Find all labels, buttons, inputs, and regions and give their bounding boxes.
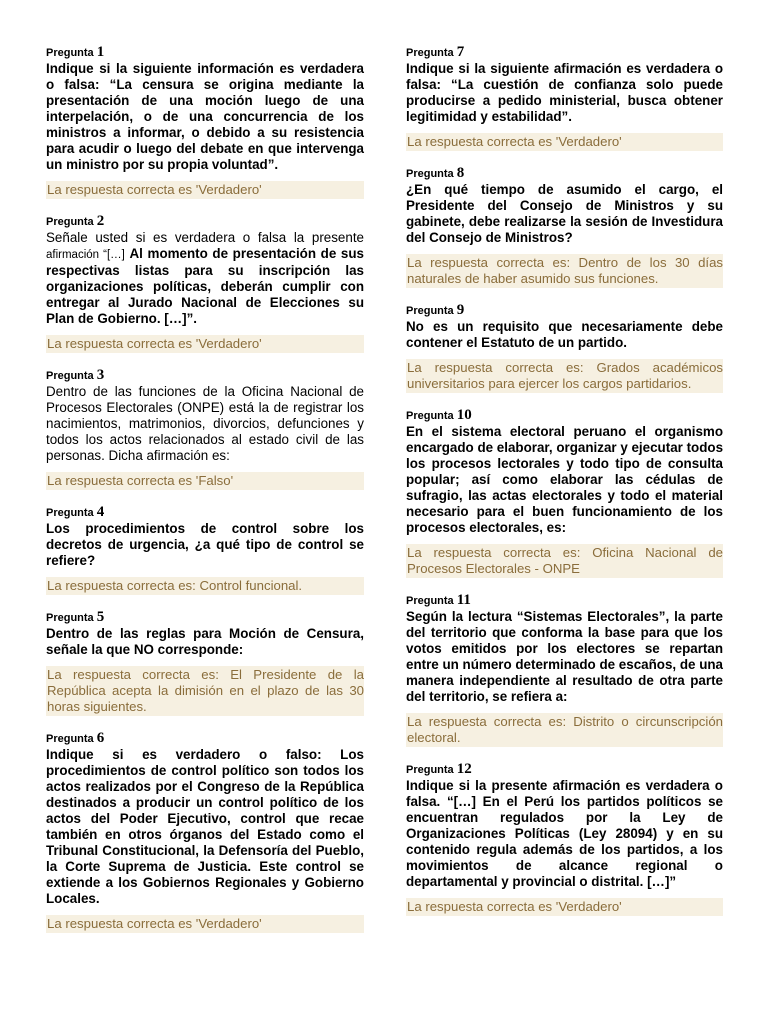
answer-feedback: La respuesta correcta es: Dentro de los 30 días naturales de haber asumido sus funciones. xyxy=(407,255,723,286)
question-2 xyxy=(46,213,364,353)
question-7 xyxy=(406,44,723,151)
question-3 xyxy=(46,367,364,490)
question-label: Pregunta xyxy=(46,507,94,519)
answer-feedback: La respuesta correcta es 'Verdadero' xyxy=(46,181,364,199)
answer-feedback: La respuesta correcta es: Grados académicos universitarios para ejercer los cargos partidarios. xyxy=(407,360,723,391)
question-label: Pregunta xyxy=(46,370,94,382)
answer-feedback: La respuesta correcta es: Distrito o circunscripción electoral. xyxy=(407,714,723,745)
answer-feedback: La respuesta correcta es: Control funcional. xyxy=(46,577,364,595)
question-number: 4 xyxy=(96,504,105,520)
question-label: Pregunta xyxy=(406,595,454,607)
question-header xyxy=(46,730,364,747)
answer-feedback: La respuesta correcta es 'Verdadero' xyxy=(406,898,723,916)
question-5 xyxy=(46,609,364,716)
question-8 xyxy=(406,165,723,288)
question-number: 5 xyxy=(96,609,105,625)
question-text: Según la lectura “Sistemas Electorales”, la parte del territorio que conforma la base para que los votos emitidos por los electores se repartan entre un número determinado de escaños, de una manera independiente al resultado de otra parte del territorio, se refiera a: xyxy=(406,609,723,704)
question-number: 8 xyxy=(456,165,465,181)
question-11 xyxy=(406,592,723,747)
question-text: En el sistema electoral peruano el organismo encargado de elaborar, organizar y ejecutar todos los procesos lectorales y todo tipo de consulta popular; así como elaborar las cédulas de sufragio, las actas electorales y todo el material necesario para el buen funcionamiento de los procesos electorales, es: xyxy=(406,424,724,535)
question-header xyxy=(46,44,364,61)
left-column xyxy=(46,44,364,947)
question-header xyxy=(406,302,723,319)
question-label: Pregunta xyxy=(46,216,94,228)
question-12 xyxy=(406,761,723,916)
question-text: Indique si la siguiente información es verdadera o falsa: “La censura se origina mediante la presentación de una moción luego de una interpelación, o de una concurrencia de los ministros a informar, o debido a su resistencia para acudir o luego del debate en que intervenga un ministro por su propia voluntad”. xyxy=(46,61,364,172)
question-number: 9 xyxy=(456,302,465,318)
question-label: Pregunta xyxy=(46,47,94,59)
question-text: Dentro de las reglas para Moción de Censura, señale la que NO corresponde: xyxy=(46,626,364,657)
question-number: 3 xyxy=(96,367,105,383)
question-header xyxy=(406,761,723,778)
question-label: Pregunta xyxy=(406,305,454,317)
question-text: No es un requisito que necesariamente debe contener el Estatuto de un partido. xyxy=(406,319,723,350)
question-header xyxy=(46,609,364,626)
question-10 xyxy=(406,407,723,578)
question-text: Indique si la siguiente afirmación es verdadera o falsa: “La cuestión de confianza solo puede producirse a pedido ministerial, busca obtener legitimidad y estabilidad”. xyxy=(406,61,723,124)
question-6 xyxy=(46,730,364,933)
question-header xyxy=(46,367,364,384)
question-header xyxy=(406,592,723,609)
question-text-small: afirmación “[…] xyxy=(46,249,125,261)
question-number: 7 xyxy=(456,44,465,60)
question-text: Dentro de las funciones de la Oficina Nacional de Procesos Electorales (ONPE) está la de registrar los nacimientos, matrimonios, divorcios, defunciones y todos los actos relacionados al estado civil de las personas. Dicha afirmación es: xyxy=(46,384,364,463)
answer-feedback: La respuesta correcta es 'Falso' xyxy=(46,472,364,490)
question-number: 2 xyxy=(96,213,105,229)
question-9 xyxy=(406,302,723,393)
question-header xyxy=(406,44,723,61)
question-text xyxy=(46,230,364,327)
question-text-bold: Al momento de presentación de sus respectivas listas para su inscripción las organizaciones políticas, deberán cumplir con entregar al Jurado Nacional de Elecciones su Plan de Gobierno. […]”. xyxy=(46,246,364,326)
question-header xyxy=(406,407,723,424)
question-4 xyxy=(46,504,364,595)
question-label: Pregunta xyxy=(406,168,454,180)
question-label: Pregunta xyxy=(406,764,454,776)
question-number: 6 xyxy=(96,730,105,746)
question-header xyxy=(46,504,364,521)
answer-feedback: La respuesta correcta es: Oficina Nacional de Procesos Electorales - ONPE xyxy=(407,545,723,576)
answer-feedback: La respuesta correcta es 'Verdadero' xyxy=(46,915,364,933)
question-text: Los procedimientos de control sobre los decretos de urgencia, ¿a qué tipo de control se refiere? xyxy=(46,521,364,568)
answer-feedback: La respuesta correcta es: El Presidente de la República acepta la dimisión en el plazo de las 30 horas siguientes. xyxy=(47,667,364,714)
question-header xyxy=(406,165,723,182)
question-text: ¿En qué tiempo de asumido el cargo, el Presidente del Consejo de Ministros y su gabinete, debe realizarse la sesión de Investidura del Consejo de Ministros? xyxy=(406,182,723,245)
answer-feedback: La respuesta correcta es 'Verdadero' xyxy=(46,335,364,353)
question-header xyxy=(46,213,364,230)
question-number: 11 xyxy=(456,592,471,608)
question-number: 1 xyxy=(96,44,105,60)
question-text-intro: Señale usted si es verdadera o falsa la presente xyxy=(46,230,364,245)
question-text: Indique si es verdadero o falso: Los procedimientos de control político son todos los actos realizados por el Congreso de la República destinados a producir un control político de los actos del Poder Ejecutivo, control que recae también en otros órganos del Estado como el Tribunal Constitucional, la Defensoría del Pueblo, la Corte Suprema de Justicia. Este control se extiende a los Gobiernos Regionales y Gobierno Locales. xyxy=(46,747,364,906)
question-label: Pregunta xyxy=(46,612,94,624)
question-label: Pregunta xyxy=(46,733,94,745)
right-column xyxy=(406,44,723,930)
answer-feedback: La respuesta correcta es 'Verdadero' xyxy=(406,133,723,151)
question-text: Indique si la presente afirmación es verdadera o falsa. “[…] En el Perú los partidos políticos se encuentran regulados por la Ley de Organizaciones Políticas (Ley 28094) y en su contenido regula además de los partidos, a los movimientos de alcance regional o departamental y provincial o distrital. […]” xyxy=(406,778,723,889)
question-label: Pregunta xyxy=(406,47,454,59)
question-number: 10 xyxy=(456,407,472,423)
question-number: 12 xyxy=(456,761,472,777)
question-1 xyxy=(46,44,364,199)
question-label: Pregunta xyxy=(406,410,454,422)
